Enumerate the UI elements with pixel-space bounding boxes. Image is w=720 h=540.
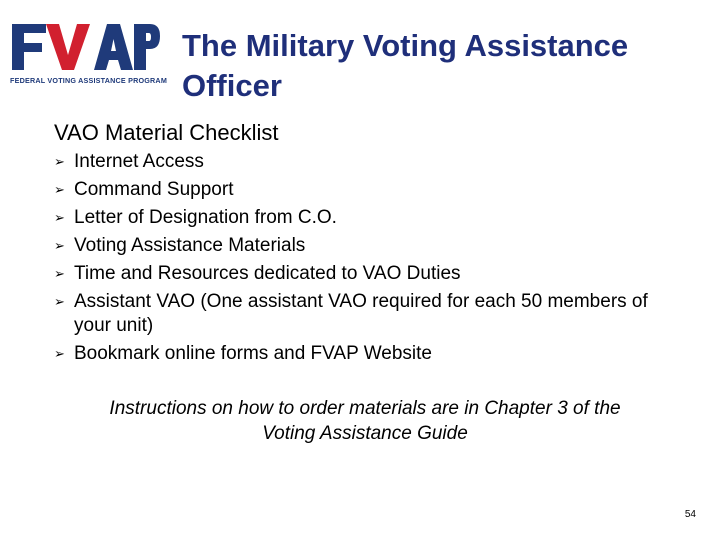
arrow-bullet-icon: ➢ [54, 238, 65, 253]
logo-tagline: FEDERAL VOTING ASSISTANCE PROGRAM [10, 76, 168, 85]
item-text: Internet Access [74, 151, 204, 172]
material-checklist [54, 150, 674, 370]
list-item [54, 234, 674, 258]
list-item [54, 178, 674, 202]
item-text: Assistant VAO (One assistant VAO required for each 50 members of your unit) [74, 291, 648, 336]
item-text: Time and Resources dedicated to VAO Duties [74, 263, 461, 284]
arrow-bullet-icon: ➢ [54, 346, 65, 361]
arrow-bullet-icon: ➢ [54, 294, 65, 309]
list-item [54, 342, 674, 366]
item-text: Bookmark online forms and FVAP Website [74, 343, 432, 364]
list-item [54, 150, 674, 174]
page-number: 54 [684, 509, 696, 520]
slide-title: The Military Voting Assistance Officer [182, 28, 629, 103]
fvap-logo [10, 22, 168, 90]
arrow-bullet-icon: ➢ [54, 266, 65, 281]
list-item [54, 206, 674, 230]
arrow-bullet-icon: ➢ [54, 154, 65, 169]
item-text: Command Support [74, 179, 234, 200]
checklist-heading: VAO Material Checklist [54, 120, 279, 145]
fvap-logo-icon [10, 22, 162, 74]
list-item [54, 262, 674, 286]
item-text: Letter of Designation from C.O. [74, 207, 337, 228]
list-item [54, 290, 674, 338]
arrow-bullet-icon: ➢ [54, 182, 65, 197]
arrow-bullet-icon: ➢ [54, 210, 65, 225]
item-text: Voting Assistance Materials [74, 235, 306, 256]
instructions-note: Instructions on how to order materials are in Chapter 3 of the Voting Assistance Guide [109, 398, 621, 444]
